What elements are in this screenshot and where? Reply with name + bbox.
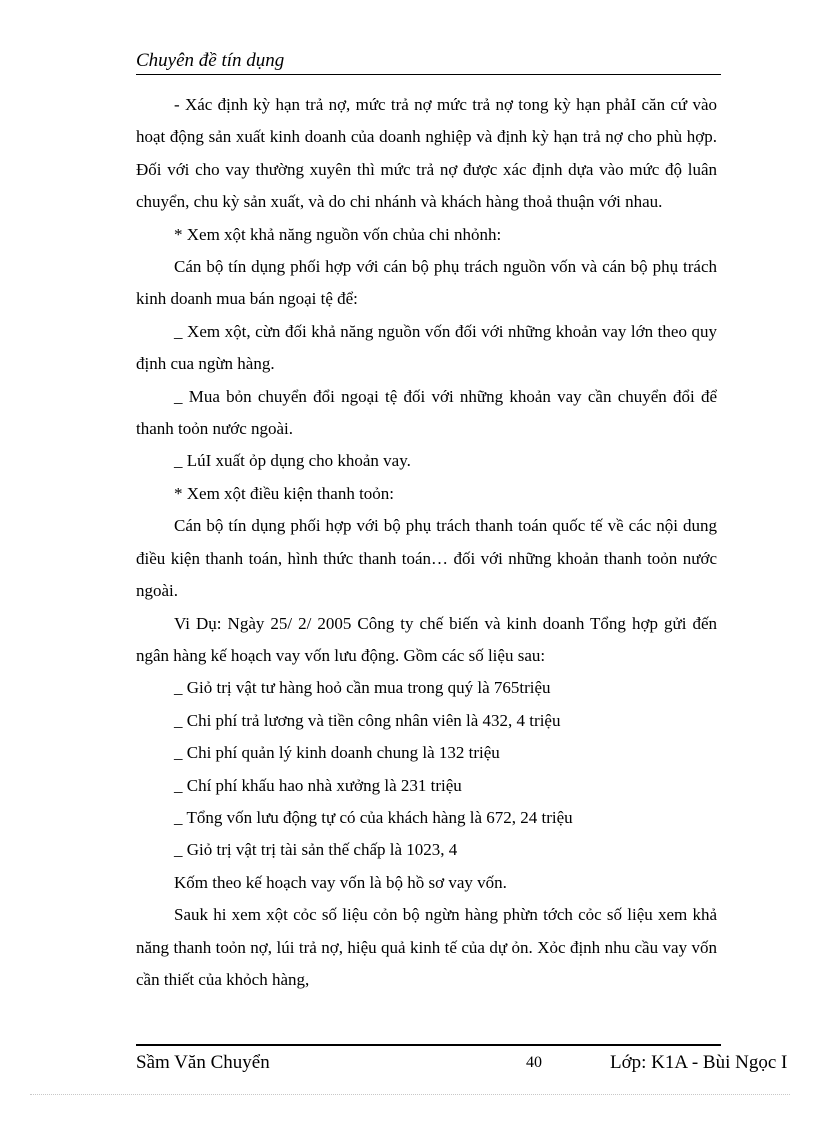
page-footer xyxy=(136,1044,816,1080)
paragraph-credit-officer-coordination: Cán bộ tín dụng phối hợp với cán bộ phụ trách nguồn vốn và cán bộ phụ trách kinh doanh mua bán ngoại tệ để: xyxy=(136,257,717,309)
list-item-salary-cost: _ Chi phí trả lương và tiền công nhân viên là 432, 4 triệu xyxy=(174,710,561,730)
header-title: Chuyên đề tín dụng xyxy=(136,50,285,71)
list-item-depreciation: _ Chí phí khấu hao nhà xưởng là 231 triệu xyxy=(174,775,462,795)
paragraph-attachments: Kốm theo kế hoạch vay vốn là bộ hồ sơ vay vốn. xyxy=(174,872,507,892)
list-item-collateral-value: _ Giỏ trị vật trị tài sản thế chấp là 1023, 4 xyxy=(174,840,458,860)
footer-class-info: Lớp: K1A - Bùi Ngọc I xyxy=(610,1052,788,1073)
page-header xyxy=(136,48,721,75)
paragraph-repayment-term: - Xác định kỳ hạn trả nợ, mức trả nợ mức trả nợ tong kỳ hạn phảI căn cứ vào hoạt động sản xuất kinh doanh của doanh nghiệp và định kỳ hạn trả nợ cho phù hợp. Đối với cho vay thường xuyên thì mức trả nợ được xác định dựa vào mức độ luân chuyển, chu kỳ sản xuất, và do chi nhánh và khách hàng thoả thuận với nhau. xyxy=(136,95,717,212)
paragraph-analysis: Sauk hi xem xột cỏc số liệu cỏn bộ ngừn hàng phừn tớch cỏc số liệu xem khả năng thanh toỏn nợ, lúi trả nợ, hiệu quả kinh tế của dự ỏn. Xỏc định nhu cầu vay vốn cần thiết của khỏch hàng, xyxy=(136,905,717,989)
list-item-currency-exchange: _ Mua bỏn chuyển đổi ngoại tệ đối với những khoản vay cần chuyển đổi để thanh toỏn nước ngoài. xyxy=(136,386,717,439)
heading-payment-conditions: * Xem xột điều kiện thanh toỏn: xyxy=(174,483,395,503)
footer-author: Sầm Văn Chuyển xyxy=(136,1052,270,1073)
paragraph-example-intro: Vi Dụ: Ngày 25/ 2/ 2005 Công ty chế biến và kinh doanh Tổng hợp gửi đến ngân hàng kế hoạch vay vốn lưu động. Gồm các số liệu sau: xyxy=(136,613,717,665)
footer-rule xyxy=(136,1044,721,1046)
list-item-management-cost: _ Chi phí quản lý kinh doanh chung là 132 triệu xyxy=(174,743,500,763)
list-item-own-working-capital: _ Tổng vốn lưu động tự có của khách hàng là 672, 24 triệu xyxy=(174,807,573,827)
document-body xyxy=(136,89,717,996)
heading-capital-source: * Xem xột khả năng nguồn vốn chủa chi nhỏnh: xyxy=(174,224,502,244)
list-item-goods-value: _ Giỏ trị vật tư hàng hoỏ cần mua trong quý là 765triệu xyxy=(174,678,551,698)
page-number: 40 xyxy=(526,1054,542,1071)
paragraph-international-payment: Cán bộ tín dụng phối hợp với bộ phụ trách thanh toán quốc tế về các nội dung điều kiện thanh toán, hình thức thanh toán… đối với những khoản thanh toỏn nước ngoài. xyxy=(136,516,717,601)
list-item-balance-capital: _ Xem xột, cừn đối khả năng nguồn vốn đối với những khoản vay lớn theo quy định cua ngừn hàng. xyxy=(136,321,717,374)
page-bottom-divider xyxy=(30,1094,790,1095)
list-item-interest-rate: _ LúI xuất ỏp dụng cho khoản vay. xyxy=(174,451,411,471)
